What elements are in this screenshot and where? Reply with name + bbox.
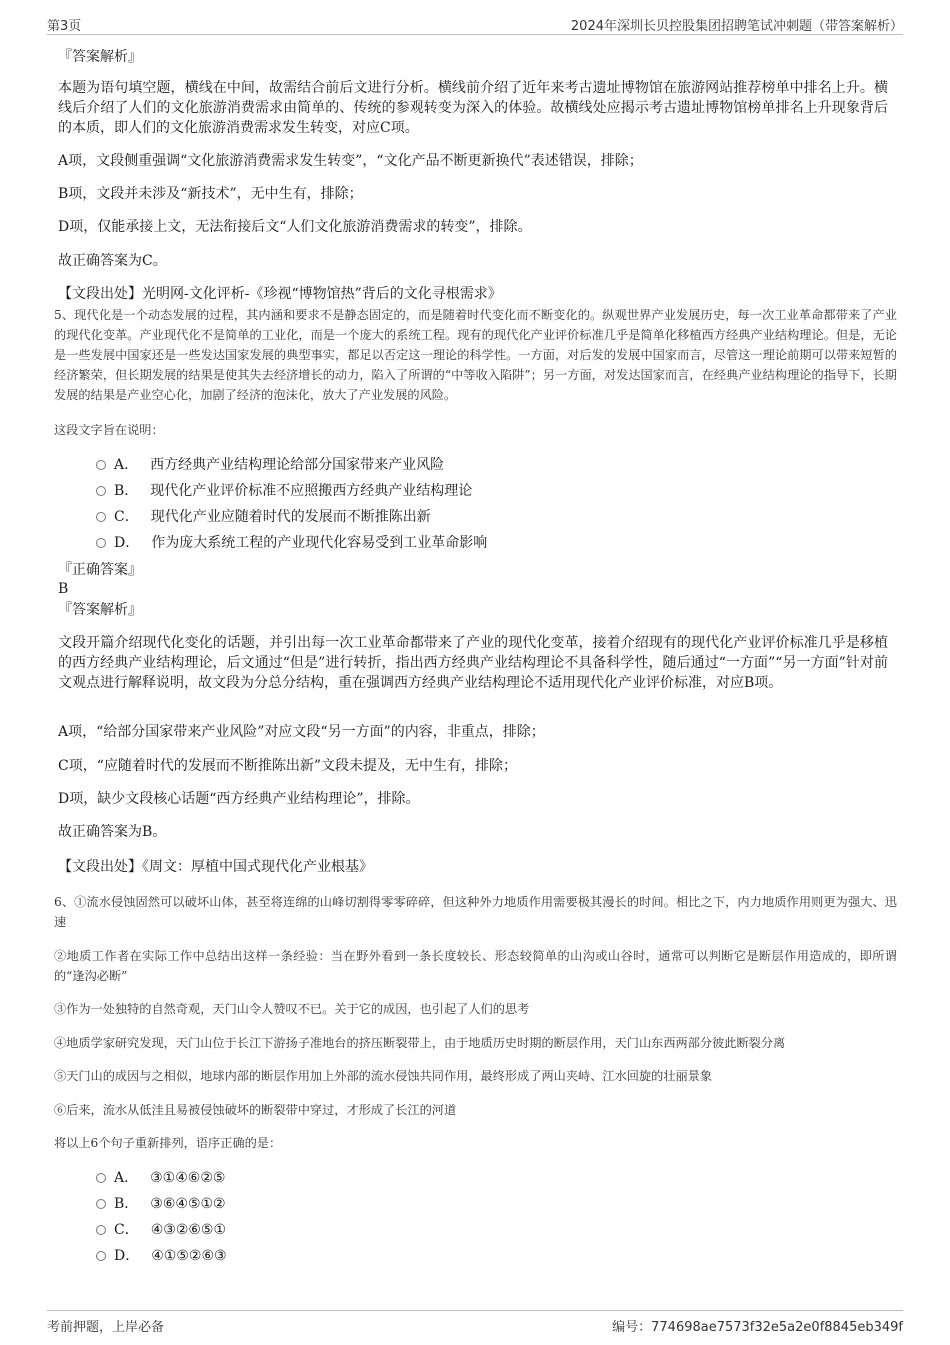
q5-option-d-note: D项，缺少文段核心话题“西方经典产业结构理论”，排除。	[58, 791, 420, 807]
q6-prompt: 将以上6个句子重新排列，语序正确的是：	[54, 1136, 282, 1150]
q4-source: 【文段出处】光明网-文化评析-《珍视“博物馆热”背后的文化寻根需求》	[58, 286, 502, 302]
radio-icon[interactable]	[96, 538, 106, 548]
radio-icon[interactable]	[96, 1251, 106, 1261]
q6-option-c[interactable]: C． ④③②⑥⑤①	[96, 1220, 226, 1240]
page-header	[47, 12, 903, 35]
q5-option-a[interactable]: A． 西方经典产业结构理论给部分国家带来产业风险	[96, 455, 444, 475]
radio-icon[interactable]	[96, 1173, 106, 1183]
radio-icon[interactable]	[96, 512, 106, 522]
q4-conclusion: 故正确答案为C。	[58, 253, 167, 269]
q6-option-d[interactable]: D． ④①⑤②⑥③	[96, 1246, 227, 1266]
q4-analysis-heading: 『答案解析』	[58, 49, 142, 65]
q6-sentence-1: 6、①流水侵蚀固然可以破坏山体，甚至将连绵的山峰切割得零零碎碎，但这种外力地质作用需要极其漫长的时间。相比之下，内力地质作用则更为强大、迅速	[54, 895, 897, 929]
q6-option-b[interactable]: B． ③⑥④⑤①②	[96, 1194, 226, 1214]
q4-option-b-note: B项，文段并未涉及“新技术”，无中生有，排除；	[58, 186, 363, 202]
q5-option-b[interactable]: B． 现代化产业评价标准不应照搬西方经典产业结构理论	[96, 481, 472, 501]
q5-prompt: 这段文字旨在说明：	[54, 423, 164, 437]
page-footer	[47, 1310, 903, 1333]
radio-icon[interactable]	[96, 486, 106, 496]
q6-option-a[interactable]: A． ③①④⑥②⑤	[96, 1168, 225, 1188]
q6-sentence-5: ⑤天门山的成因与之相似，地球内部的断层作用加上外部的流水侵蚀共同作用，最终形成了两山夹峙、江水回旋的壮丽景象	[54, 1069, 713, 1083]
q5-option-d[interactable]: D． 作为庞大系统工程的产业现代化容易受到工业革命影响	[96, 533, 487, 553]
q5-analysis-heading: 『答案解析』	[58, 602, 142, 618]
document-title: 2024年深圳长贝控股集团招聘笔试冲刺题（带答案解析）	[570, 19, 903, 34]
q4-option-a-note: A项，文段侧重强调“文化旅游消费需求发生转变”，“文化产品不断更新换代”表述错误，排除；	[58, 153, 643, 169]
q5-source: 【文段出处】《周文：厚植中国式现代化产业根基》	[58, 859, 373, 875]
q5-conclusion: 故正确答案为B。	[58, 824, 167, 840]
q4-analysis-body: 本题为语句填空题，横线在中间，故需结合前后文进行分析。横线前介绍了近年来考古遗址博物馆在旅游网站推荐榜单中排名上升。横线后介绍了人们的文化旅游消费需求由简单的、传统的参观转变为深入的体验。故横线处应揭示考古遗址博物馆榜单排名上升现象背后的本质，即人们的文化旅游消费需求发生转变，对应C项。	[58, 80, 888, 136]
q6-sentence-3: ③作为一处独特的自然奇观，天门山令人赞叹不已。关于它的成因，也引起了人们的思考	[54, 1002, 530, 1016]
q5-option-a-note: A项，“给部分国家带来产业风险”对应文段“另一方面”的内容，非重点，排除；	[58, 724, 545, 740]
radio-icon[interactable]	[96, 1225, 106, 1235]
q4-option-d-note: D项，仅能承接上文，无法衔接后文“人们文化旅游消费需求的转变”，排除。	[58, 219, 532, 235]
q6-sentence-2: ②地质工作者在实际工作中总结出这样一条经验：当在野外看到一条长度较长、形态较简单的山沟或山谷时，通常可以判断它是断层作用造成的，即所谓的“逢沟必断”	[54, 949, 897, 983]
document-id: 编号：774698ae7573f32e5a2e0f8845eb349f	[612, 1320, 903, 1335]
q5-stem: 5、现代化是一个动态发展的过程，其内涵和要求不是静态固定的，而是随着时代变化而不断变化的。纵观世界产业发展历史，每一次工业革命都带来了产业的现代化变革。产业现代化不是简单的工业化，而是一个庞大的系统工程。现有的现代化产业评价标准几乎是简单化移植西方经典产业结构理论。但是，无论是一些发展中国家还是一些发达国家发展的典型事实，都足以否定这一理论的科学性。一方面，对后发的发展中国家而言，尽管这一理论前期可以带来短暂的经济繁荣，但长期发展的结果是使其失去经济增长的动力，陷入了所谓的“中等收入陷阱”；另一方面，对发达国家而言，在经典产业结构理论的指导下，长期发展的结果是产业空心化，加剧了经济的泡沫化，放大了产业发展的风险。	[54, 308, 897, 402]
q5-answer-heading: 『正确答案』	[58, 562, 142, 578]
page-number: 第3页	[47, 19, 82, 34]
q6-sentence-4: ④地质学家研究发现，天门山位于长江下游扬子准地台的挤压断裂带上，由于地质历史时期的断层作用，天门山东西两部分彼此断裂分离	[54, 1036, 786, 1050]
q5-option-c-note: C项，“应随着时代的发展而不断推陈出新”文段未提及，无中生有，排除；	[58, 758, 518, 774]
radio-icon[interactable]	[96, 1199, 106, 1209]
q6-sentence-6: ⑥后来，流水从低洼且易被侵蚀破坏的断裂带中穿过，才形成了长江的河道	[54, 1103, 457, 1117]
radio-icon[interactable]	[96, 460, 106, 470]
q5-answer: B	[58, 581, 69, 597]
q5-option-c[interactable]: C． 现代化产业应随着时代的发展而不断推陈出新	[96, 507, 431, 527]
footer-slogan: 考前押题，上岸必备	[47, 1320, 165, 1335]
q5-analysis-body: 文段开篇介绍现代化变化的话题，并引出每一次工业革命都带来了产业的现代化变革，接着介绍现有的现代化产业评价标准几乎是移植的西方经典产业结构理论，后文通过“但是”进行转折，指出西方经典产业结构理论不具备科学性，随后通过“一方面”“另一方面”针对前文观点进行解释说明，故文段为分总分结构，重在强调西方经典产业结构理论不适用现代化产业评价标准，对应B项。	[58, 635, 888, 691]
